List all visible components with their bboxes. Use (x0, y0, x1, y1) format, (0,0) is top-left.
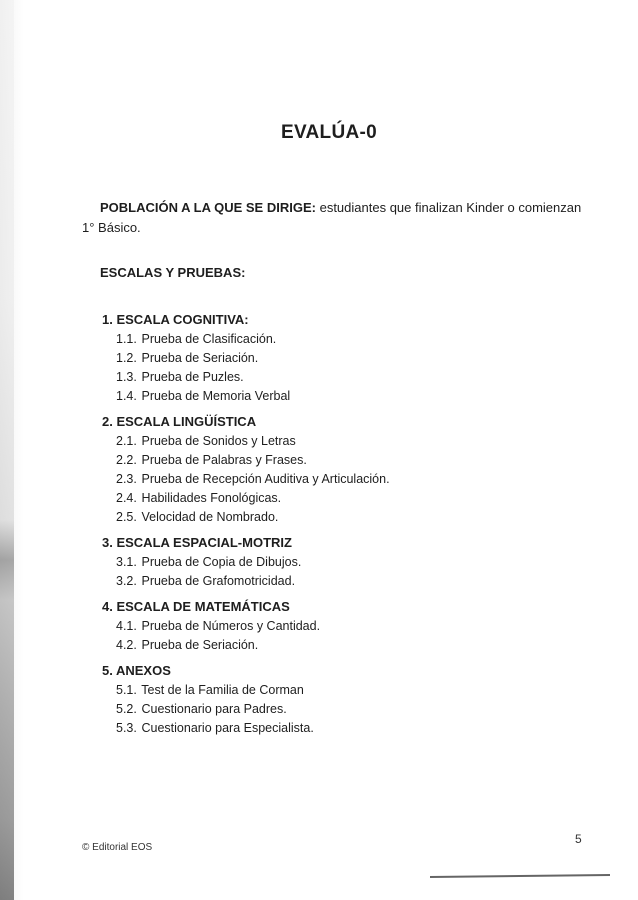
item-text: Prueba de Copia de Dibujos. (141, 555, 302, 569)
item-text: Test de la Familia de Corman (141, 683, 304, 697)
scale-title: 4. ESCALA DE MATEMÁTICAS (102, 599, 290, 614)
item-number: 4.1. (116, 619, 137, 633)
list-item (102, 700, 572, 719)
item-number: 2.5. (116, 510, 137, 524)
list-item (102, 489, 572, 508)
item-text: Habilidades Fonológicas. (141, 491, 282, 505)
item-text: Prueba de Números y Cantidad. (141, 619, 321, 633)
list-item (102, 470, 572, 489)
list-item (102, 349, 572, 368)
item-text: Velocidad de Nombrado. (141, 510, 279, 524)
scale-section (102, 533, 572, 591)
population-text: estudiantes que finalizan Kinder o comienzan 1° Básico. (82, 200, 582, 235)
item-number: 1.4. (116, 389, 137, 403)
list-item (102, 387, 572, 406)
item-text: Prueba de Puzles. (141, 370, 244, 384)
scale-title: 2. ESCALA LINGÜÍSTICA (102, 414, 257, 429)
document-title: EVALÚA-0 (281, 122, 377, 143)
item-text: Prueba de Grafomotricidad. (141, 574, 296, 588)
item-number: 5.1. (116, 683, 137, 697)
item-number: 2.4. (116, 491, 137, 505)
list-item (102, 636, 572, 655)
scale-section (102, 597, 572, 655)
item-text: Prueba de Palabras y Frases. (141, 453, 307, 467)
scale-section (102, 412, 572, 527)
item-text: Prueba de Clasificación. (141, 332, 277, 346)
scales-heading: ESCALAS Y PRUEBAS: (100, 265, 246, 280)
scale-title: 3. ESCALA ESPACIAL-MOTRIZ (102, 535, 292, 550)
scales-list (102, 310, 572, 744)
list-item (102, 508, 572, 527)
item-text: Prueba de Recepción Auditiva y Articulación. (141, 472, 390, 486)
item-number: 3.2. (116, 574, 137, 588)
item-text: Prueba de Memoria Verbal (141, 389, 291, 403)
item-number: 5.3. (116, 721, 137, 735)
list-item (102, 553, 572, 572)
population-label: POBLACIÓN A LA QUE SE DIRIGE: (100, 200, 316, 215)
page-number: 5 (575, 832, 582, 846)
item-number: 1.1. (116, 332, 137, 346)
list-item (102, 681, 572, 700)
scale-title: 1. ESCALA COGNITIVA: (102, 312, 249, 327)
scale-title: 5. ANEXOS (102, 663, 171, 678)
item-number: 5.2. (116, 702, 137, 716)
item-number: 2.2. (116, 453, 137, 467)
item-number: 4.2. (116, 638, 137, 652)
list-item (102, 572, 572, 591)
item-number: 1.3. (116, 370, 137, 384)
publisher-footer: © Editorial EOS (82, 842, 153, 853)
item-text: Prueba de Seriación. (141, 638, 259, 652)
list-item (102, 617, 572, 636)
item-number: 2.1. (116, 434, 137, 448)
item-number: 3.1. (116, 555, 137, 569)
item-number: 1.2. (116, 351, 137, 365)
item-text: Prueba de Sonidos y Letras (141, 434, 296, 448)
list-item (102, 330, 572, 349)
item-text: Prueba de Seriación. (141, 351, 259, 365)
list-item (102, 368, 572, 387)
item-text: Cuestionario para Especialista. (141, 721, 314, 735)
scale-section (102, 661, 572, 738)
list-item (102, 719, 572, 738)
list-item (102, 451, 572, 470)
item-text: Cuestionario para Padres. (141, 702, 287, 716)
scale-section (102, 310, 572, 406)
scan-artifact-line (430, 874, 610, 878)
item-number: 2.3. (116, 472, 137, 486)
population-paragraph (82, 198, 592, 238)
list-item (102, 432, 572, 451)
